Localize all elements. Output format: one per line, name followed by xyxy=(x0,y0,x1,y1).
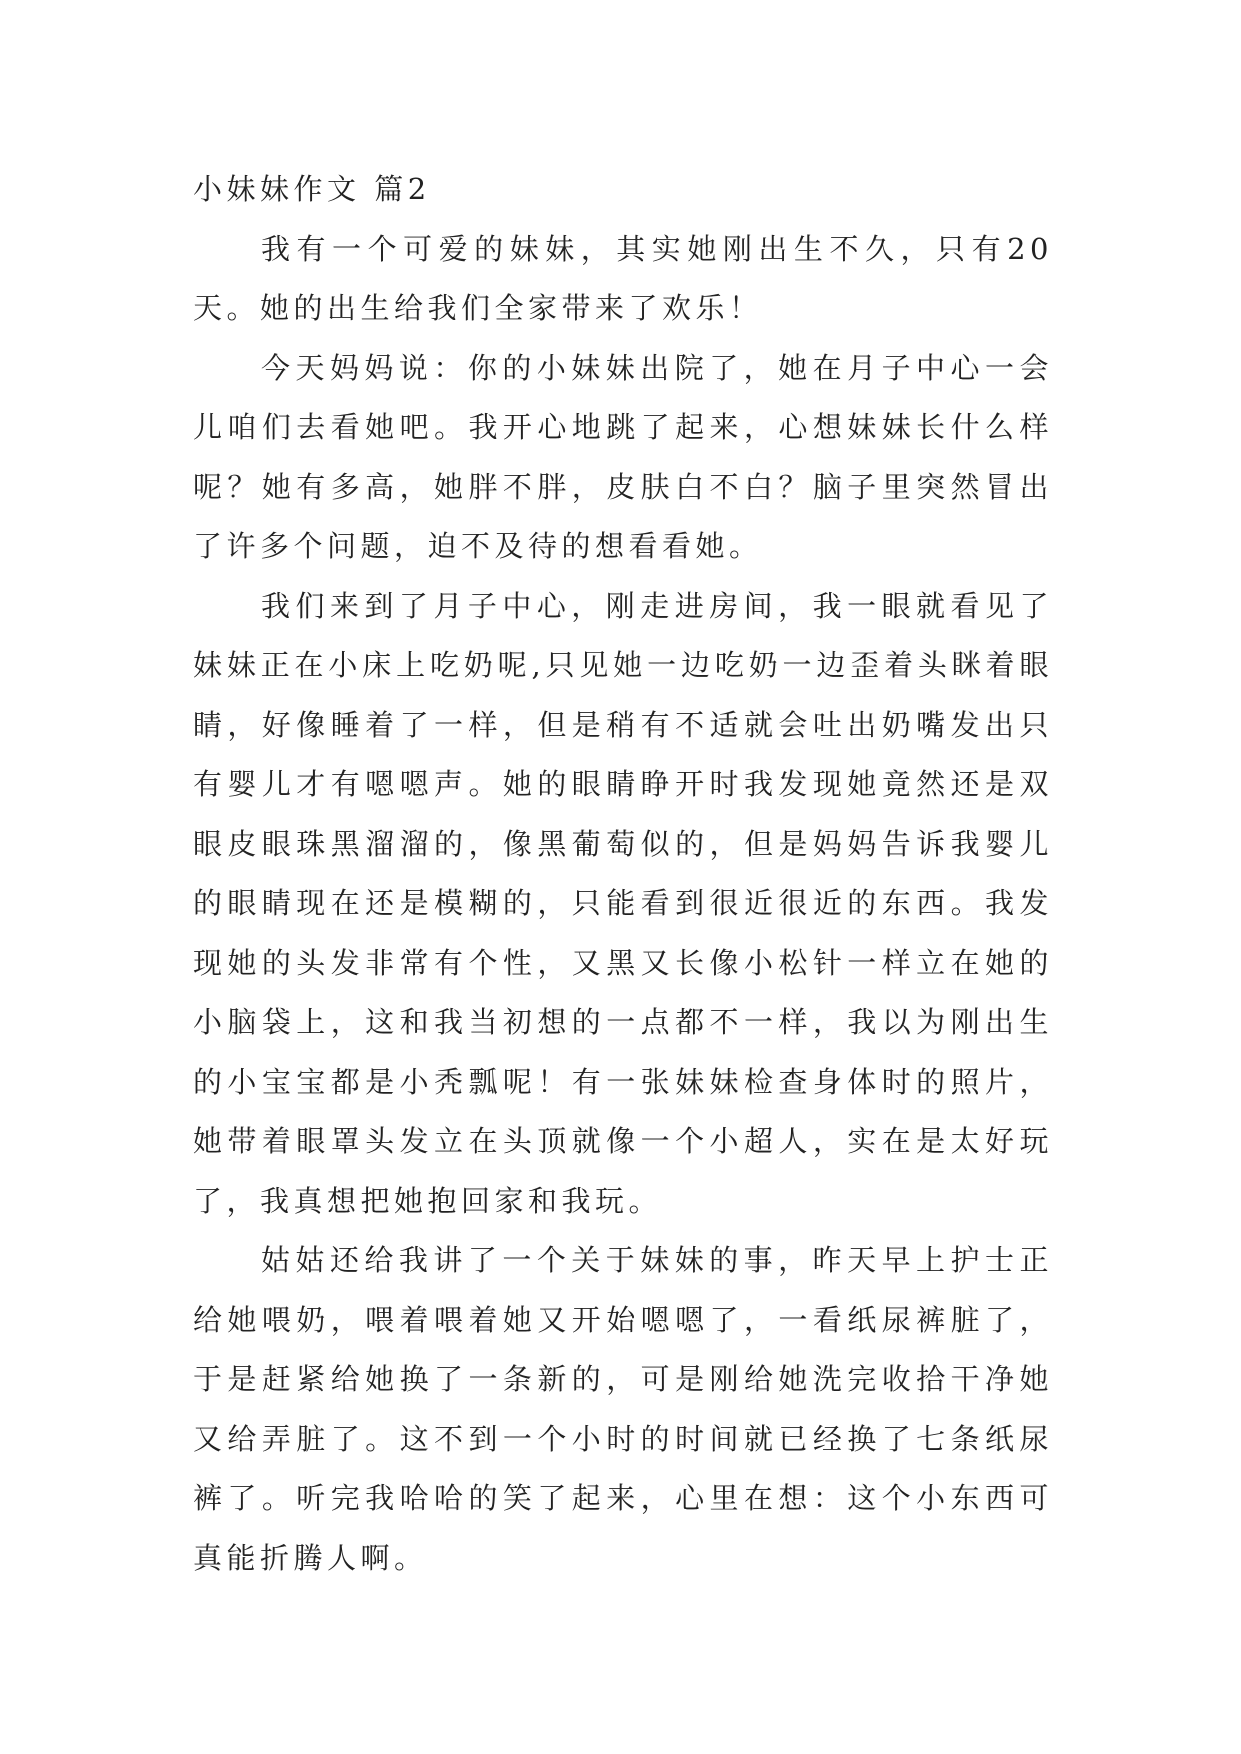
paragraph-2: 今天妈妈说：你的小妹妹出院了，她在月子中心一会儿咱们去看她吧。我开心地跳了起来，心想妹妹长什么样呢？她有多高，她胖不胖，皮肤白不白？脑子里突然冒出了许多个问题，迫不及待的想看看她。 xyxy=(193,350,1053,563)
paragraph-3: 我们来到了月子中心，刚走进房间，我一眼就看见了妹妹正在小床上吃奶呢,只见她一边吃奶一边歪着头眯着眼睛，好像睡着了一样，但是稍有不适就会吐出奶嘴发出只有婴儿才有嗯嗯声。她的眼睛睁开时我发现她竟然还是双眼皮眼珠黑溜溜的，像黑葡萄似的，但是妈妈告诉我婴儿的眼睛现在还是模糊的，只能看到很近很近的东西。我发现她的头发非常有个性，又黑又长像小松针一样立在她的小脑袋上，这和我当初想的一点都不一样，我以为刚出生的小宝宝都是小秃瓢呢！有一张妹妹检查身体时的照片，她带着眼罩头发立在头顶就像一个小超人，实在是太好玩了，我真想把她抱回家和我玩。 xyxy=(193,588,1053,1218)
essay-title: 小妹妹作文 篇2 xyxy=(193,172,431,206)
paragraph-1: 我有一个可爱的妹妹，其实她刚出生不久，只有20天。她的出生给我们全家带来了欢乐！ xyxy=(193,231,1053,325)
essay-body xyxy=(193,160,1053,1588)
paragraph-4: 姑姑还给我讲了一个关于妹妹的事，昨天早上护士正给她喂奶，喂着喂着她又开始嗯嗯了，一看纸尿裤脏了，于是赶紧给她换了一条新的，可是刚给她洗完收拾干净她又给弄脏了。这不到一个小时的时间就已经换了七条纸尿裤了。听完我哈哈的笑了起来，心里在想：这个小东西可真能折腾人啊。 xyxy=(193,1243,1053,1575)
